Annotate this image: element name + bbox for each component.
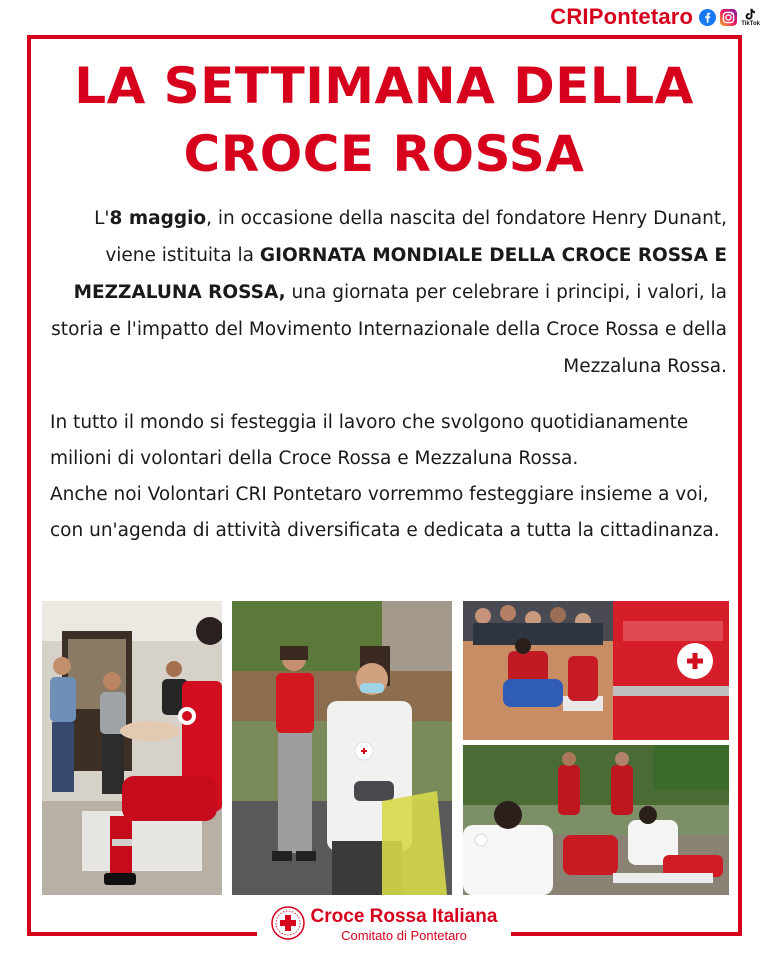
body-paragraph [50,405,740,549]
instagram-icon[interactable] [720,9,737,26]
photo-indoor-training [42,601,222,895]
tiktok-label: TikTok [741,21,760,27]
title-line-2: CROCE ROSSA [183,125,585,183]
intro-date: 8 maggio [109,208,207,229]
tiktok-icon[interactable] [741,7,760,27]
org-text [311,906,498,944]
intro-event-name: GIORNATA MONDIALE DELLA CROCE ROSSA E MEZZALUNA ROSSA, [73,245,727,303]
body-line-2: Anche noi Volontari CRI Pontetaro vorremmo festeggiare insieme a voi, con un'agenda di attività diversificata e dedicata a tutta la cittadinanza. [50,484,720,541]
brand-name: CRIPontetaro [550,4,694,29]
footer-logo-block [257,904,512,946]
intro-text-2: , in occasione della nascita del fondatore Henry Dunant, viene istituita la [105,208,727,266]
brand-header [550,4,760,30]
facebook-icon[interactable] [699,9,716,26]
page-title [0,52,768,188]
body-line-1: In tutto il mondo si festeggia il lavoro che svolgono quotidianamente milioni di volontari della Croce Rossa e Mezzaluna Rossa. [50,412,689,469]
intro-paragraph [50,200,727,385]
title-line-1: LA SETTIMANA DELLA [74,57,694,115]
intro-text-1: L' [94,208,110,229]
org-name: Croce Rossa Italiana [310,906,498,927]
photo-indoor-demo [463,601,729,740]
photo-outdoor-demo [463,745,729,895]
footer [0,902,768,944]
org-subtitle: Comitato di Pontetaro [341,928,467,943]
red-cross-emblem-icon [271,906,305,944]
photo-outdoor-volunteers [232,601,452,895]
intro-text-3: una giornata per celebrare i principi, i valori, la storia e l'impatto del Movimento Internazionale della Croce Rossa e della Mezzaluna Rossa. [51,282,727,377]
